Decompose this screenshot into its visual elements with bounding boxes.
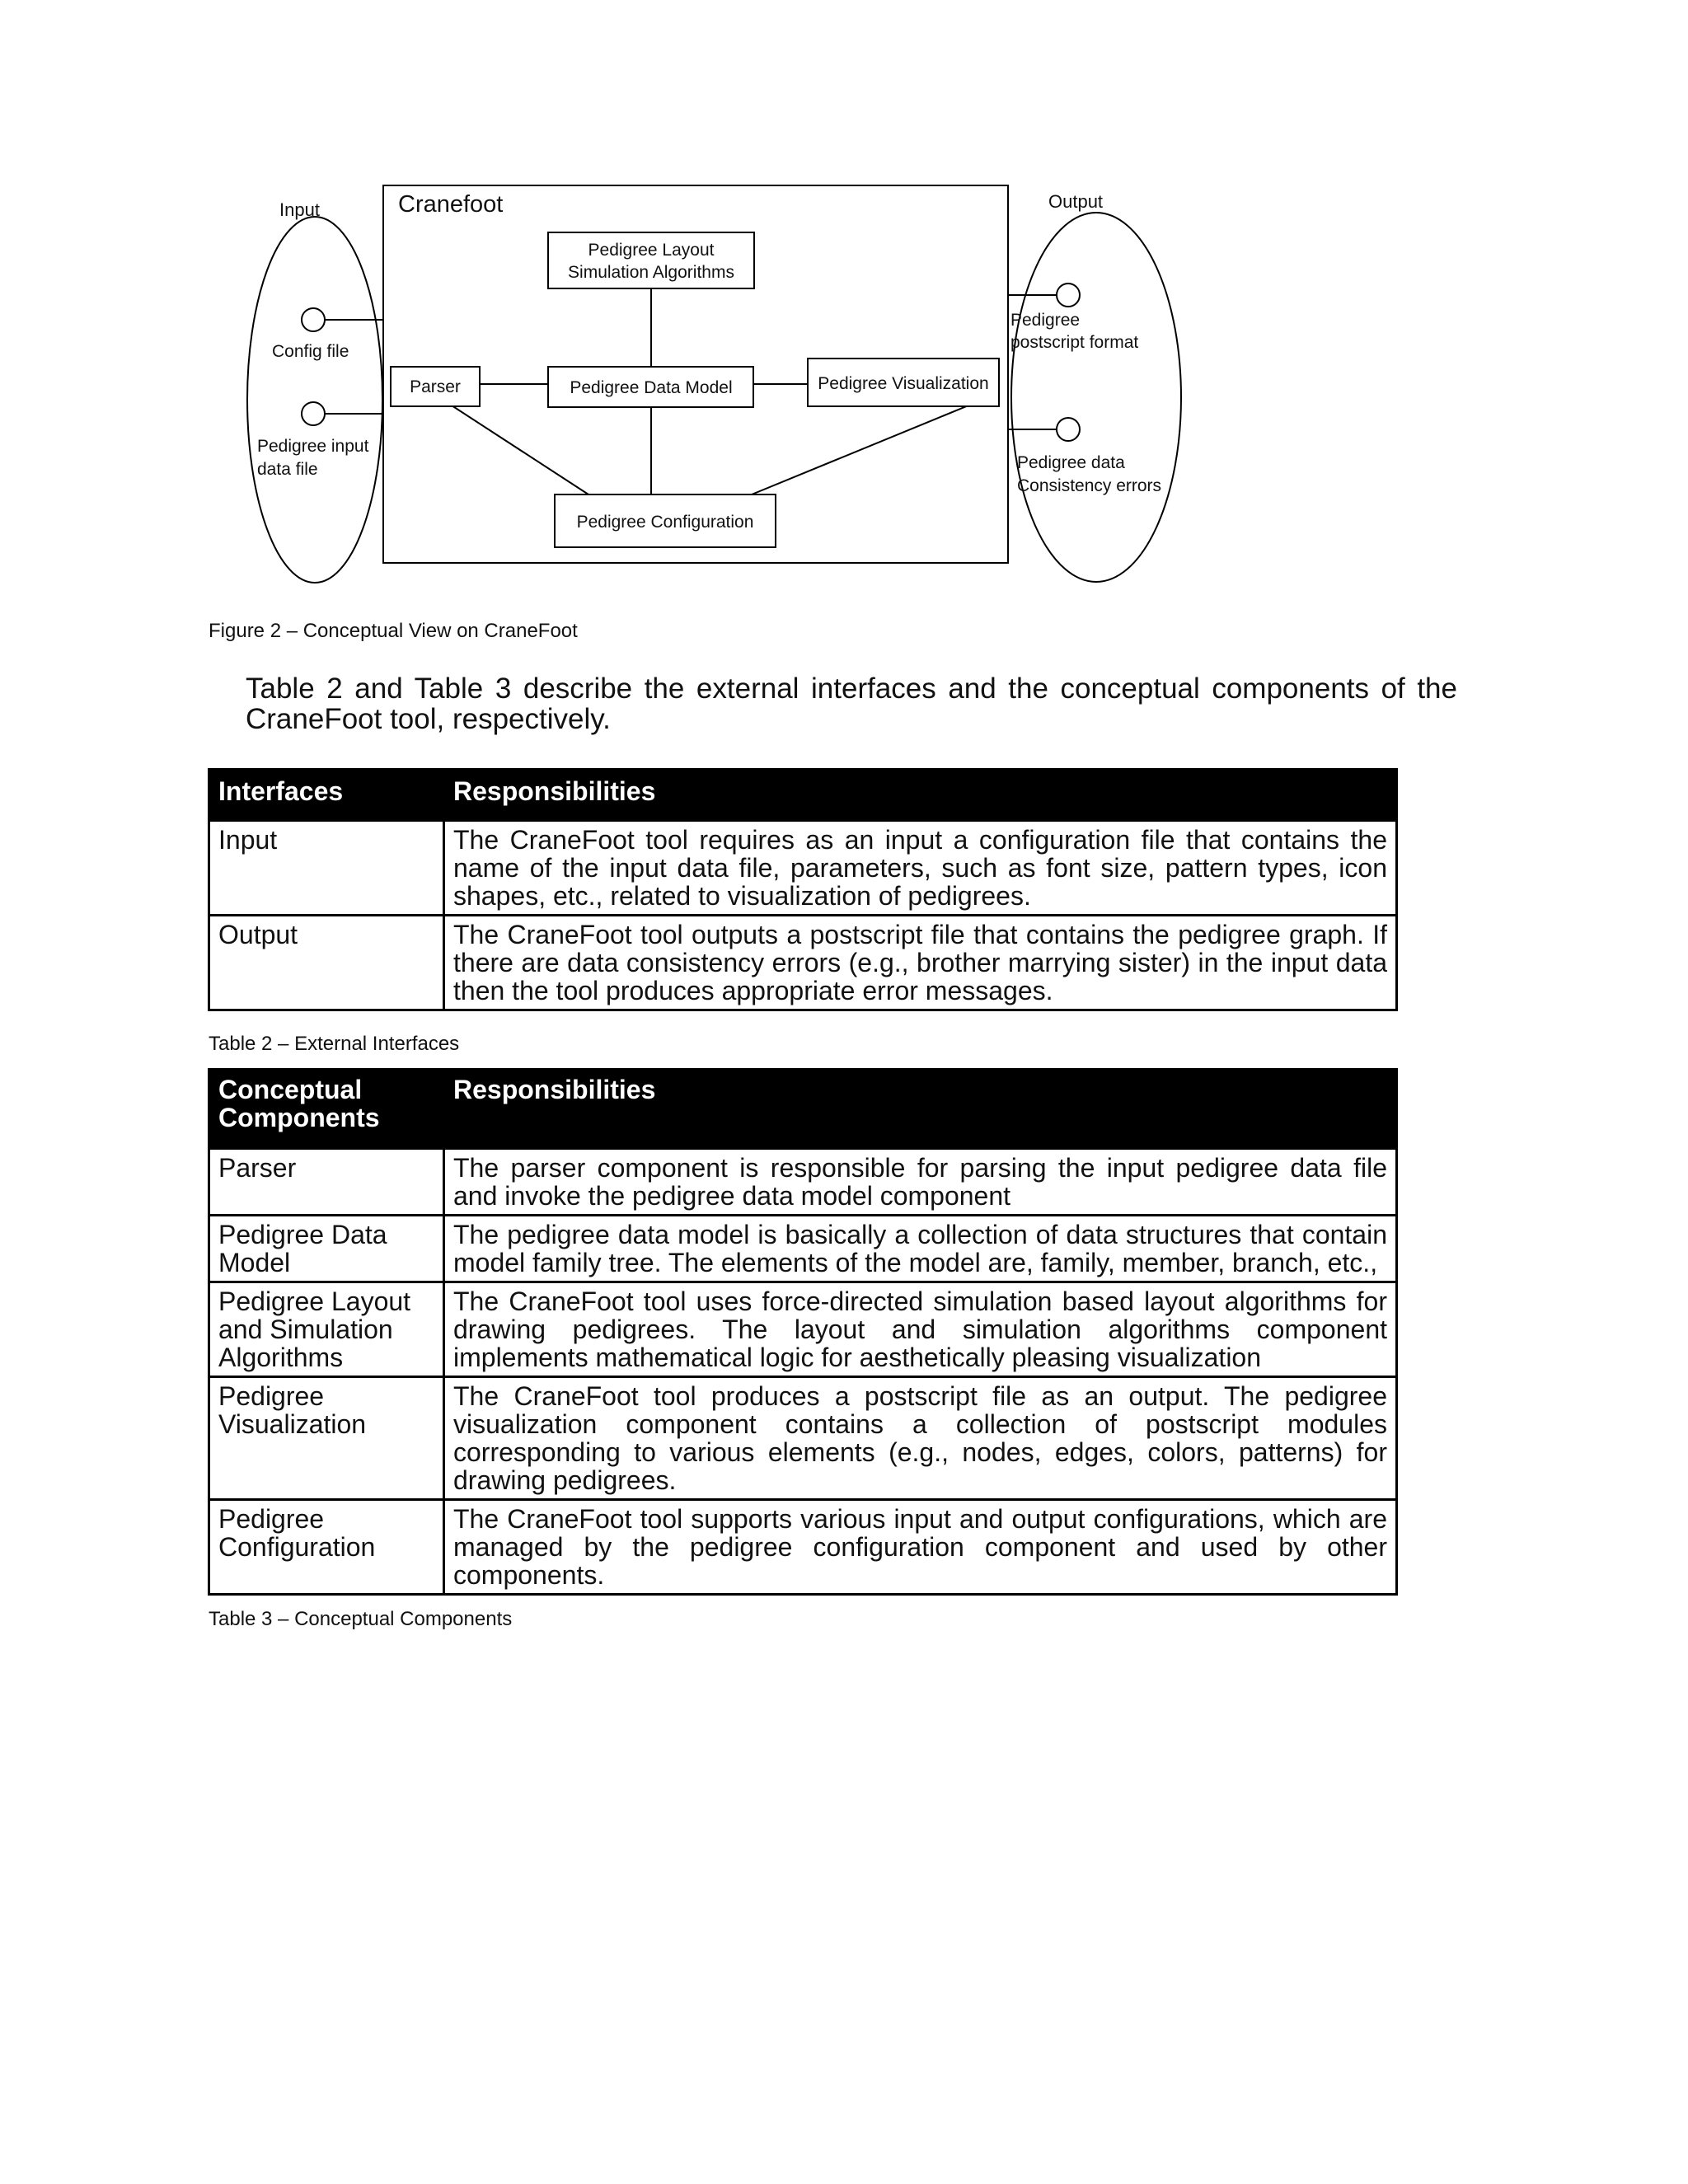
errors-port-icon (1057, 418, 1080, 441)
component-name: Pedigree Configuration (209, 1500, 444, 1595)
table-header-cell: Conceptual Components (209, 1070, 444, 1149)
connector-parser-configuration (452, 405, 588, 494)
data-model-label: Pedigree Data Model (570, 378, 733, 397)
component-name: Pedigree Layout and Simulation Algorithms (209, 1282, 444, 1377)
configuration-label: Pedigree Configuration (576, 513, 754, 532)
postscript-label-line1: Pedigree (1010, 311, 1081, 330)
table-row (209, 1149, 1397, 1216)
interface-responsibility: The CraneFoot tool outputs a postscript file that contains the pedigree graph. If there are data consistency errors (e.g., brother marrying sister) in the input data then the tool produces appropriate error messages. (444, 916, 1397, 1010)
config-file-label: Config file (272, 342, 349, 361)
table-header-row (209, 770, 1397, 821)
connector-visualization-configuration (752, 405, 968, 494)
component-responsibility: The CraneFoot tool supports various input and output configurations, which are managed by the pedigree configuration component and used by other components. (444, 1500, 1397, 1595)
table-header-row (209, 1070, 1397, 1149)
table-header-cell: Responsibilities (444, 770, 1397, 821)
figure-caption: Figure 2 – Conceptual View on CraneFoot (209, 620, 578, 642)
table2-caption: Table 2 – External Interfaces (209, 1033, 460, 1055)
component-name: Pedigree Visualization (209, 1377, 444, 1500)
interface-name: Input (209, 821, 444, 916)
component-responsibility: The CraneFoot tool produces a postscript file as an output. The pedigree visualization component contains a collection of postscript modules corresponding to various elements (e.g., nodes, edges, colors, patterns) for drawing pedigrees. (444, 1377, 1397, 1500)
parser-label: Parser (410, 377, 461, 396)
table-row (209, 821, 1397, 916)
input-file-label-line1: Pedigree input (257, 437, 369, 456)
interface-responsibility: The CraneFoot tool requires as an input a configuration file that contains the name of the input data file, parameters, such as font size, pattern types, icon shapes, etc., related to visualization of pedigrees. (444, 821, 1397, 916)
table3-caption: Table 3 – Conceptual Components (209, 1608, 513, 1630)
table-row (209, 1282, 1397, 1377)
input-ellipse (247, 217, 382, 583)
conceptual-diagram (0, 0, 1688, 610)
table-row (209, 1500, 1397, 1595)
intro-paragraph: Table 2 and Table 3 describe the external interfaces and the conceptual components of the CraneFoot tool, respectively. (246, 673, 1457, 735)
layout-label-line2: Simulation Algorithms (568, 263, 734, 282)
component-name: Pedigree Data Model (209, 1216, 444, 1282)
errors-label-line1: Pedigree data (1017, 453, 1125, 472)
postscript-label-line2: postscript format (1010, 333, 1139, 352)
component-name: Parser (209, 1149, 444, 1216)
interface-name: Output (209, 916, 444, 1010)
input-label: Input (279, 199, 320, 220)
input-file-label-line2: data file (257, 460, 318, 479)
input-file-port-icon (302, 402, 325, 425)
table-header-cell: Responsibilities (444, 1070, 1397, 1149)
system-title: Cranefoot (398, 191, 504, 218)
conceptual-components-table (208, 1068, 1398, 1596)
config-file-port-icon (302, 308, 325, 331)
table-row (209, 916, 1397, 1010)
postscript-port-icon (1057, 284, 1080, 307)
external-interfaces-table (208, 768, 1398, 1011)
component-responsibility: The pedigree data model is basically a collection of data structures that contain model family tree. The elements of the model are, family, member, branch, etc., (444, 1216, 1397, 1282)
visualization-label: Pedigree Visualization (818, 374, 989, 393)
layout-label-line1: Pedigree Layout (588, 241, 715, 260)
output-label: Output (1048, 191, 1104, 212)
table-header-cell: Interfaces (209, 770, 444, 821)
output-ellipse (1011, 213, 1181, 582)
table-row (209, 1216, 1397, 1282)
table-row (209, 1377, 1397, 1500)
errors-label-line2: Consistency errors (1017, 476, 1162, 495)
component-responsibility: The CraneFoot tool uses force-directed simulation based layout algorithms for drawing pedigrees. The layout and simulation algorithms component implements mathematical logic for aesthetically pleasing visualization (444, 1282, 1397, 1377)
component-responsibility: The parser component is responsible for parsing the input pedigree data file and invoke the pedigree data model component (444, 1149, 1397, 1216)
